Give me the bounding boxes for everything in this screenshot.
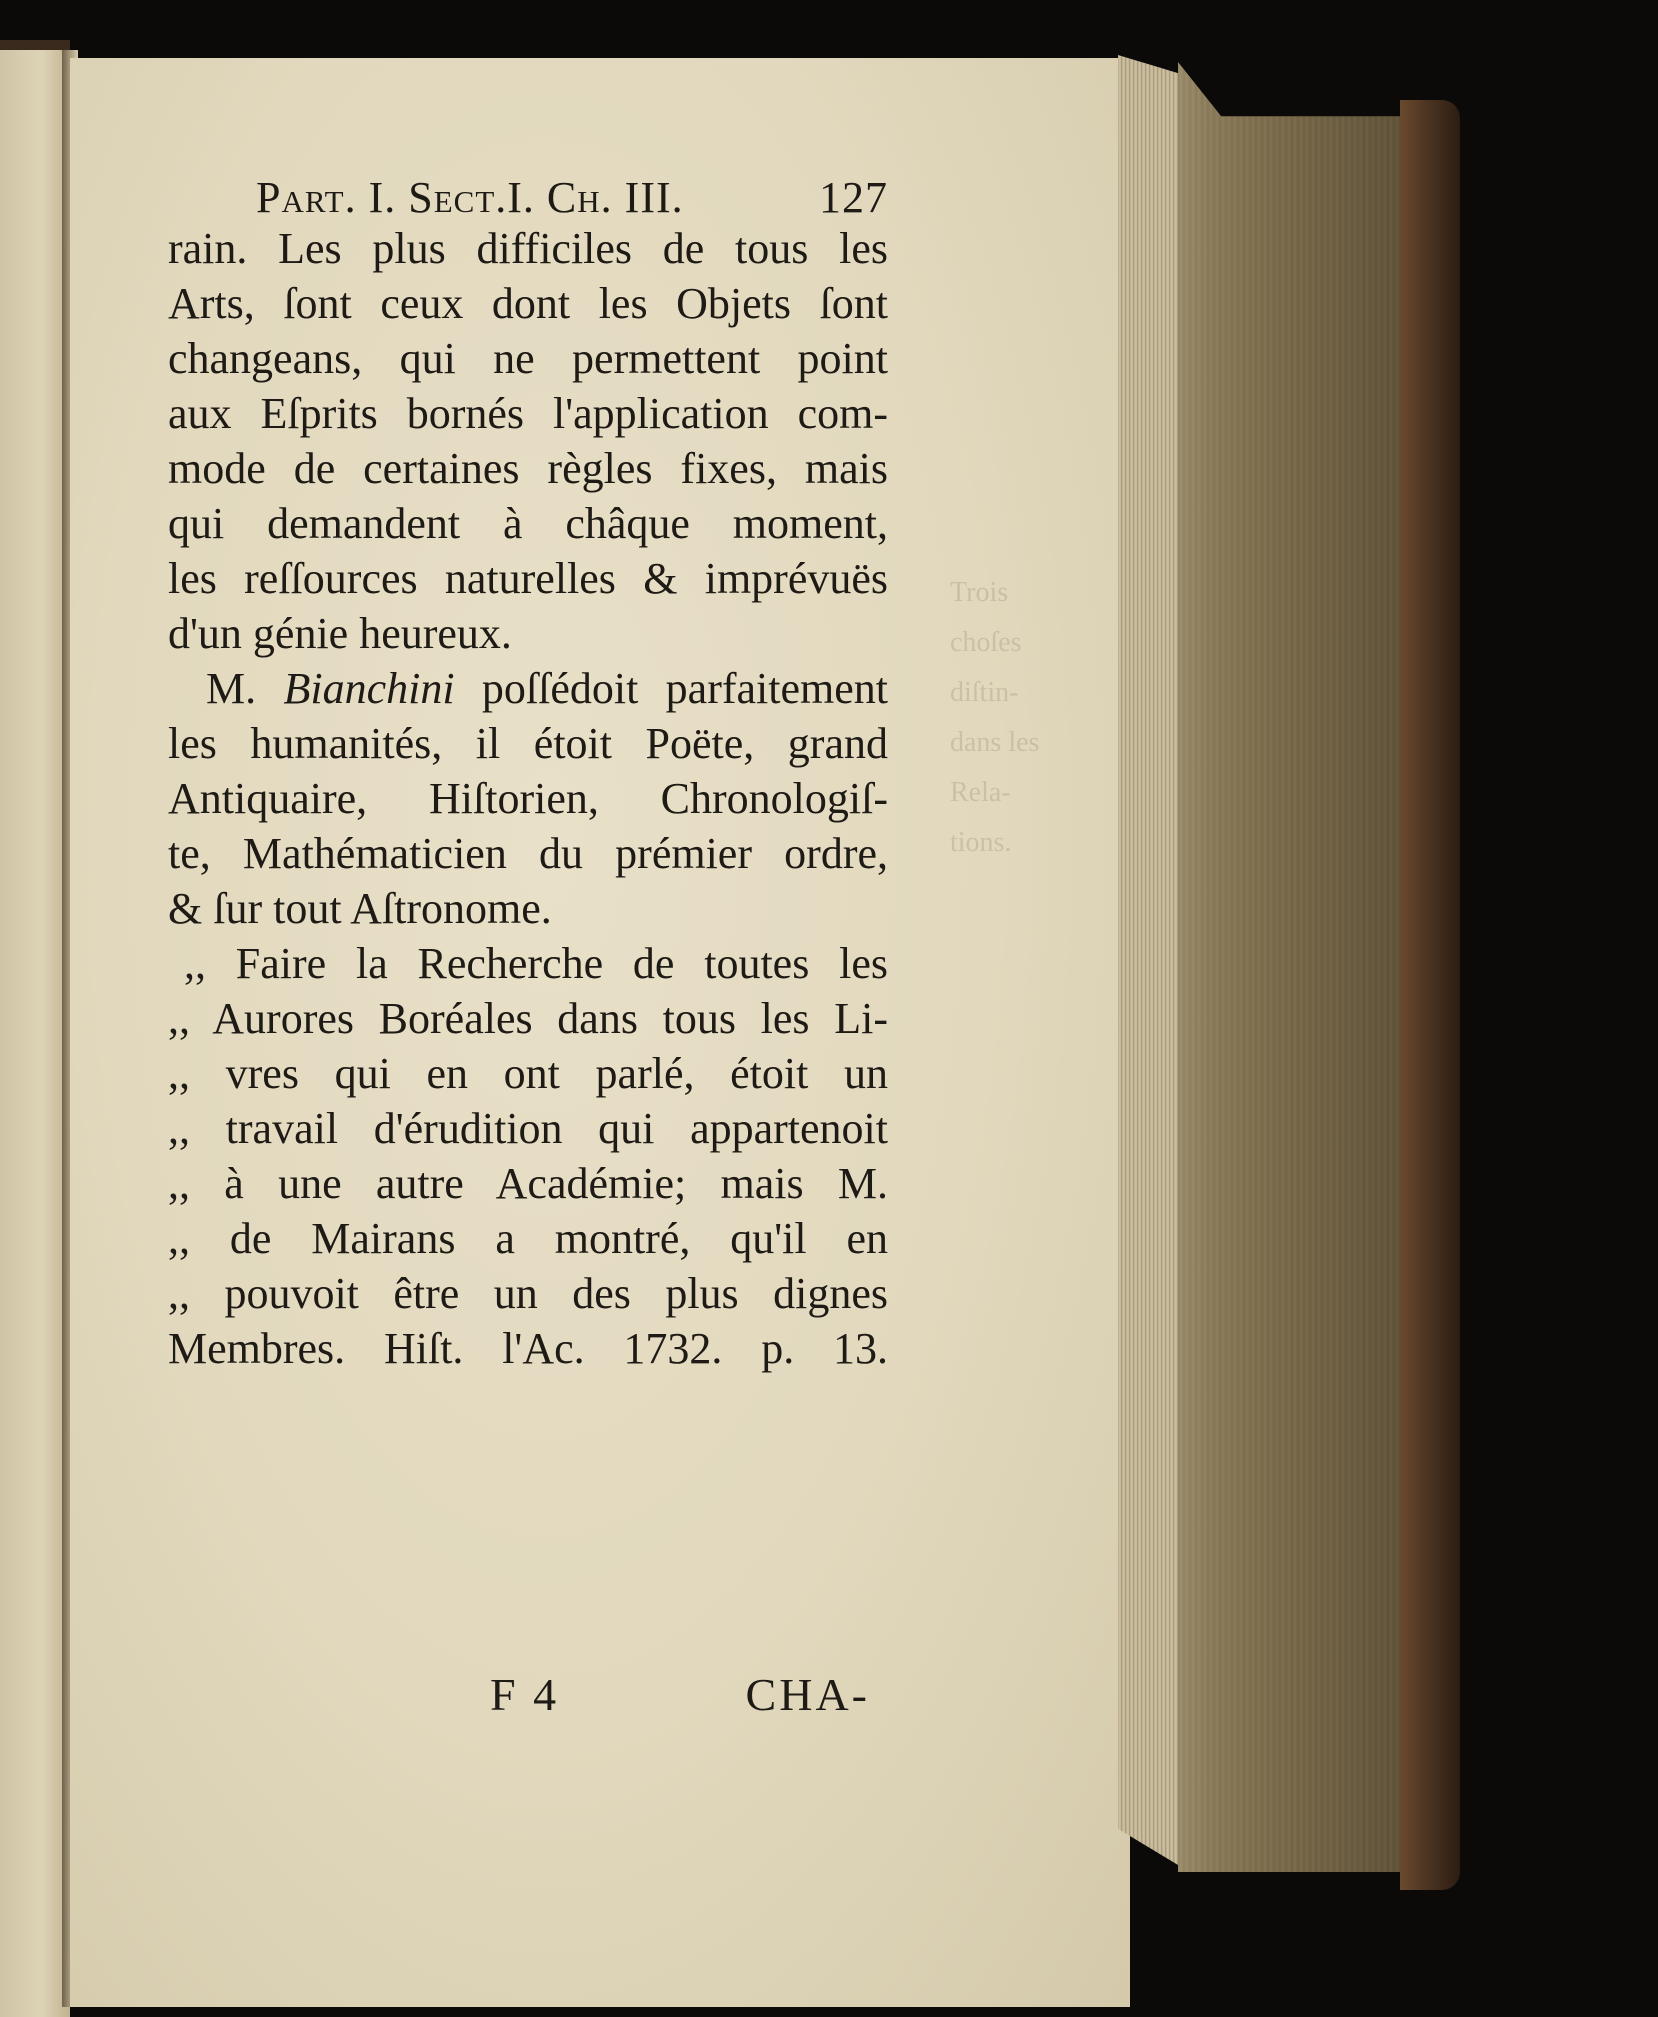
text-line: & ſur tout Aſtronome. <box>168 884 552 933</box>
page-text <box>168 170 888 1376</box>
text-line: mode de certaines règles fixes, mais <box>168 444 888 493</box>
text-line: qui demandent à châque moment, <box>168 499 888 548</box>
quote-line: ,, Aurores Boréales dans tous les Li- <box>168 994 888 1043</box>
text-line: les humanités, il étoit Poëte, grand <box>168 719 888 768</box>
bianchini-name: Bianchini <box>283 664 455 713</box>
text-line: changeans, qui ne permettent point <box>168 334 888 383</box>
page-stack-edge <box>1118 55 1178 1865</box>
bianchini-line1-rest: poſſédoit parfaitement <box>481 664 888 713</box>
facing-page-edge <box>0 40 70 2017</box>
signature-mark: F 4 <box>490 1669 560 1720</box>
running-head-title: Part. I. Sect.I. Ch. III. <box>256 173 684 222</box>
running-head <box>168 170 888 225</box>
text-line: Antiquaire, Hiſtorien, Chronologiſ- <box>168 774 888 823</box>
quote-line: ,, à une autre Académie; mais M. <box>168 1159 888 1208</box>
text-line: les reſſources naturelles & imprévuës <box>168 554 888 603</box>
paragraph-bianchini-first-line <box>168 661 888 716</box>
citation-line: Membres. Hiſt. l'Ac. 1732. p. 13. <box>168 1324 888 1373</box>
text-line: rain. Les plus difficiles de tous les <box>168 224 888 273</box>
quote-line: ,, Faire la Recherche de toutes les <box>184 939 888 988</box>
fore-edge-texture <box>1178 62 1418 1872</box>
page-number: 127 <box>819 173 888 222</box>
text-line: aux Eſprits bornés l'application com- <box>168 389 888 438</box>
book-cover-edge <box>1400 100 1460 1890</box>
text-line: Arts, ſont ceux dont les Objets ſont <box>168 279 888 328</box>
text-line: d'un génie heureux. <box>168 609 512 658</box>
quote-line: ,, vres qui en ont parlé, étoit un <box>168 1049 888 1098</box>
text-line: te, Mathématicien du prémier ordre, <box>168 829 888 878</box>
catchword: CHA- <box>745 1669 870 1720</box>
quote-line: ,, pouvoit être un des plus dignes <box>168 1269 888 1318</box>
bleed-through-text: Trois choſes diſtin- dans les Rela- tions. <box>950 577 1040 858</box>
bianchini-prefix: M. <box>206 664 257 713</box>
quote-line: ,, travail d'érudition qui appartenoit <box>168 1104 888 1153</box>
quote-line: ,, de Mairans a montré, qu'il en <box>168 1214 888 1263</box>
page-footer <box>490 1668 870 1721</box>
